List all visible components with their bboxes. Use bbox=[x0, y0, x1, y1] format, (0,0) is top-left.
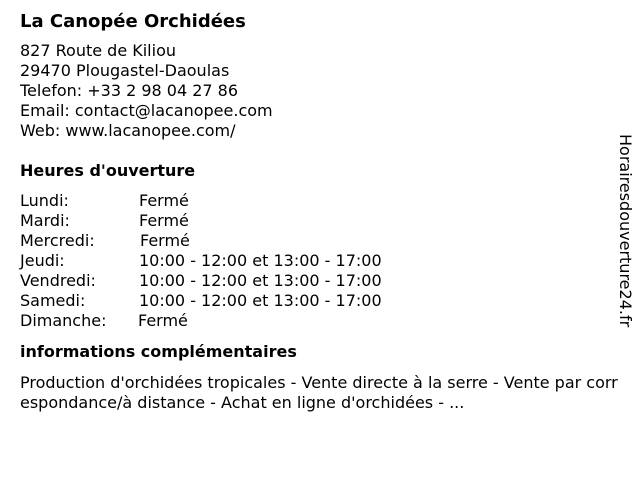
day-label: Samedi: bbox=[20, 291, 86, 310]
day-hours: Fermé bbox=[138, 311, 188, 330]
day-label: Mardi: bbox=[20, 211, 70, 230]
email[interactable]: Email: contact@lacanopee.com bbox=[20, 101, 273, 120]
hours-row-saturday bbox=[20, 291, 610, 311]
day-hours: 10:00 - 12:00 et 13:00 - 17:00 bbox=[139, 271, 382, 290]
hours-row-thursday bbox=[20, 251, 610, 271]
day-label: Lundi: bbox=[20, 191, 69, 210]
business-name: La Canopée Orchidées bbox=[20, 11, 246, 32]
hours-row-wednesday bbox=[20, 231, 610, 251]
hours-heading: Heures d'ouverture bbox=[20, 161, 196, 180]
day-hours: 10:00 - 12:00 et 13:00 - 17:00 bbox=[139, 291, 382, 310]
day-hours: 10:00 - 12:00 et 13:00 - 17:00 bbox=[139, 251, 382, 270]
phone[interactable]: Telefon: +33 2 98 04 27 86 bbox=[20, 81, 239, 100]
hours-row-tuesday bbox=[20, 211, 610, 231]
info-heading: informations complémentaires bbox=[20, 342, 297, 361]
hours-table bbox=[20, 191, 610, 331]
watermark-link[interactable]: Horairesdouverture24.fr bbox=[616, 134, 635, 328]
day-hours: Fermé bbox=[140, 231, 190, 250]
hours-row-sunday bbox=[20, 311, 610, 331]
day-label: Mercredi: bbox=[20, 231, 95, 250]
address-city: 29470 Plougastel-Daoulas bbox=[20, 61, 230, 80]
day-label: Jeudi: bbox=[20, 251, 65, 270]
business-card bbox=[20, 10, 618, 413]
day-label: Dimanche: bbox=[20, 311, 107, 330]
hours-row-friday bbox=[20, 271, 610, 291]
info-description: Production d'orchidées tropicales - Vente directe à la serre - Vente par correspondance/à distance - Achat en ligne d'orchidées - ... bbox=[20, 373, 618, 412]
day-label: Vendredi: bbox=[20, 271, 96, 290]
day-hours: Fermé bbox=[139, 191, 189, 210]
address-street: 827 Route de Kiliou bbox=[20, 41, 176, 60]
hours-row-monday bbox=[20, 191, 610, 211]
website[interactable]: Web: www.lacanopee.com/ bbox=[20, 121, 236, 140]
day-hours: Fermé bbox=[139, 211, 189, 230]
